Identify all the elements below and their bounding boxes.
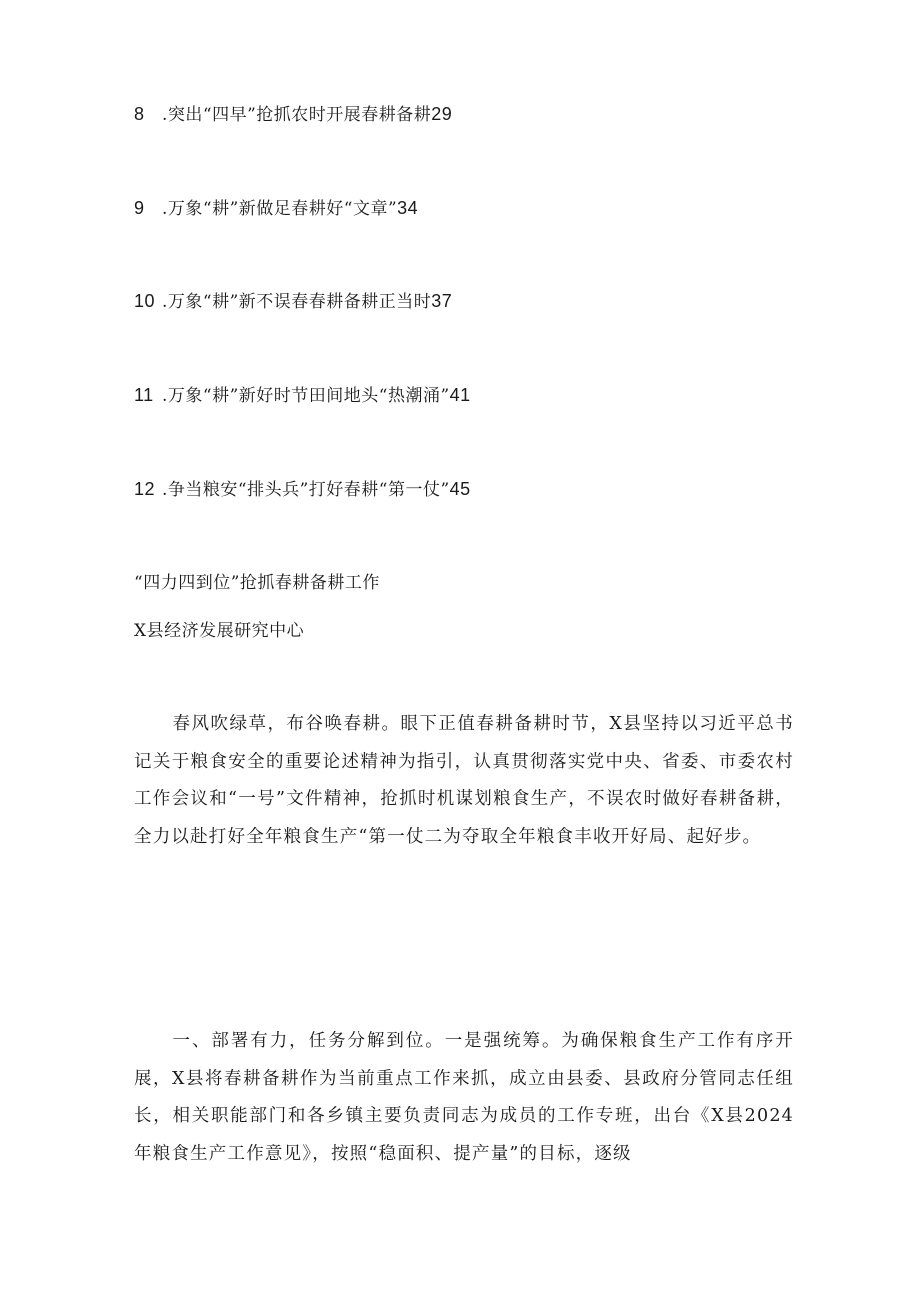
toc-entry-page: 45 bbox=[449, 479, 471, 499]
toc-entry-8[interactable] bbox=[134, 103, 452, 126]
body-paragraph-1: 春风吹绿草，布谷唤春耕。眼下正值春耕备耕时节，X县坚持以习近平总书记关于粮食安全的重要论述精神为指引，认真贯彻落实党中央、省委、市委农村工作会议和“一号”文件精神，抢抓时机谋划粮食生产，不误农时做好春耕备耕，全力以赴打好全年粮食生产“第一仗二为夺取全年粮食丰收开好局、起好步。 bbox=[134, 714, 794, 847]
toc-entry-page: 37 bbox=[431, 291, 453, 311]
toc-entry-10[interactable] bbox=[134, 290, 452, 313]
article-author: X县经济发展研究中心 bbox=[134, 621, 305, 641]
body-paragraph-2: 一、部署有力，任务分解到位。一是强统筹。为确保粮食生产工作有序开展，X县将春耕备耕作为当前重点工作来抓，成立由县委、县政府分管同志任组长，相关职能部门和各乡镇主要负责同志为成员的工作专班，出台《X县2024年粮食生产工作意见》，按照“稳面积、提产量”的目标，逐级 bbox=[134, 1031, 794, 1164]
toc-entry-page: 29 bbox=[431, 104, 453, 124]
article-title: “四力四到位”抢抓春耕备耕工作 bbox=[134, 573, 380, 593]
toc-entry-12[interactable] bbox=[134, 478, 471, 501]
toc-entry-title: .万象“耕”新做足春耕好“文章” bbox=[162, 199, 398, 219]
toc-entry-title: .争当粮安“排头兵”打好春耕“第一仗” bbox=[162, 480, 450, 500]
toc-entry-number: 8 bbox=[134, 104, 145, 124]
toc-entry-number: 12 bbox=[134, 479, 156, 499]
toc-entry-title: .万象“耕”新不误春春耕备耕正当时 bbox=[162, 292, 432, 312]
toc-entry-11[interactable] bbox=[134, 384, 471, 407]
toc-entry-number: 11 bbox=[134, 385, 154, 405]
toc-entry-number: 10 bbox=[134, 291, 156, 311]
toc-entry-number: 9 bbox=[134, 198, 145, 218]
toc-entry-9[interactable] bbox=[134, 197, 418, 220]
toc-entry-title: .万象“耕”新好时节田间地头“热潮涌” bbox=[162, 386, 450, 406]
toc-entry-page: 41 bbox=[449, 385, 471, 405]
toc-entry-title: .突出“四早”抢抓农时开展春耕备耕 bbox=[162, 105, 432, 125]
toc-entry-page: 34 bbox=[397, 198, 419, 218]
